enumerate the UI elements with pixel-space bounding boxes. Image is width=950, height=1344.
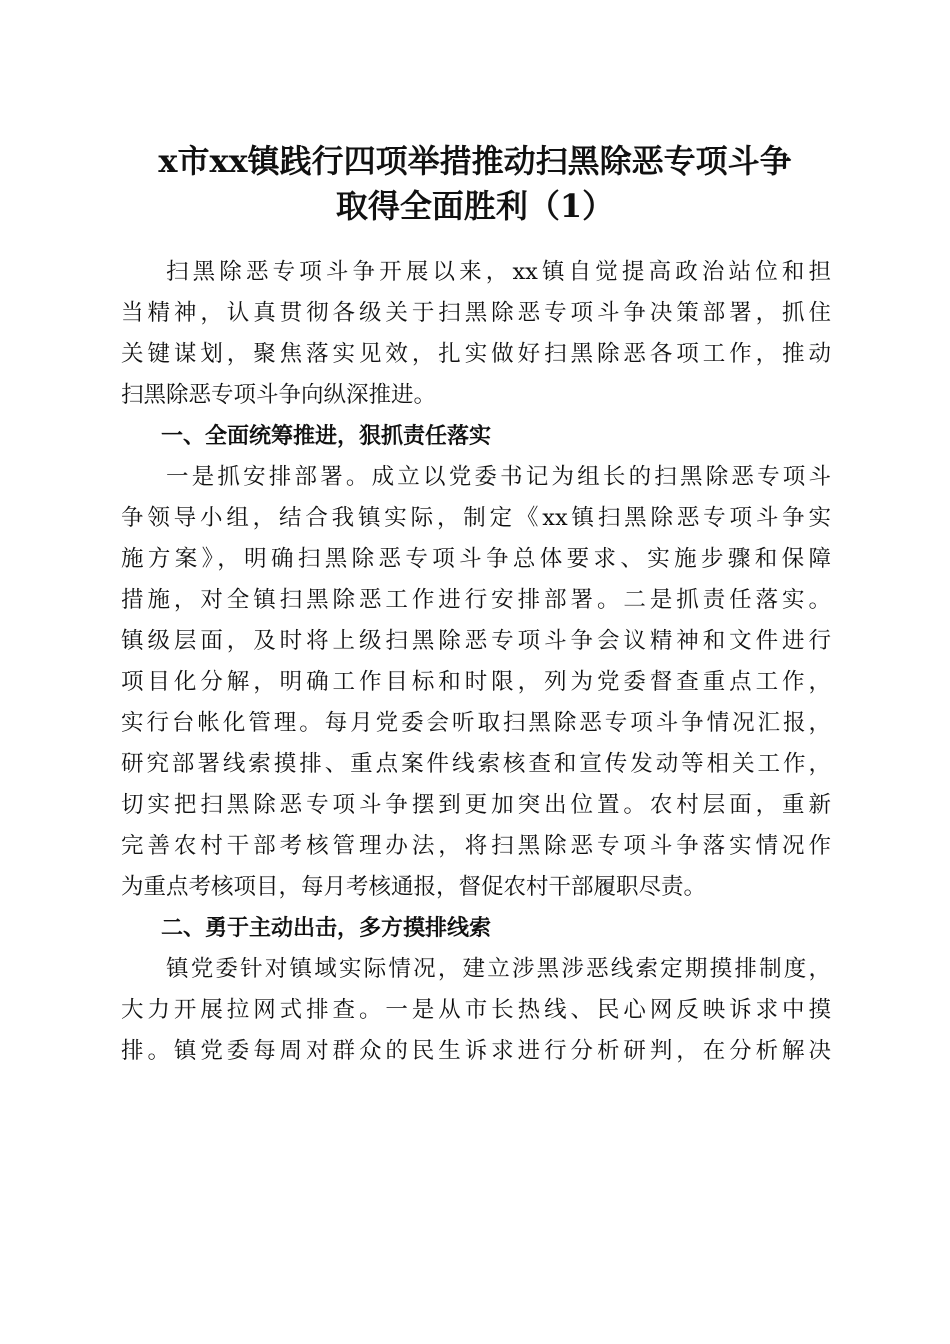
paragraph-line: 扫黑除恶专项斗争开展以来，xx镇自觉提高政治站位和担 xyxy=(166,259,831,285)
paragraph-line: 切实把扫黑除恶专项斗争摆到更加突出位置。农村层面，重新 xyxy=(121,792,831,818)
paragraph-line: 镇级层面，及时将上级扫黑除恶专项斗争会议精神和文件进行 xyxy=(121,628,831,654)
paragraph-line: 扫黑除恶专项斗争向纵深推进。 xyxy=(121,382,437,408)
paragraph-line: 为重点考核项目，每月考核通报，督促农村干部履职尽责。 xyxy=(121,874,707,900)
paragraph-line: 大力开展拉网式排查。一是从市长热线、民心网反映诉求中摸 xyxy=(121,997,831,1023)
paragraph-line: 实行台帐化管理。每月党委会听取扫黑除恶专项斗争情况汇报， xyxy=(121,710,831,736)
document-title-line-1: x市xx镇践行四项举措推动扫黑除恶专项斗争 xyxy=(158,142,792,180)
paragraph-line: 项目化分解，明确工作目标和时限，列为党委督查重点工作， xyxy=(121,669,831,695)
paragraph-line: 施方案》，明确扫黑除恶专项斗争总体要求、实施步骤和保障 xyxy=(121,546,831,572)
paragraph-line: 排。镇党委每周对群众的民生诉求进行分析研判，在分析解决 xyxy=(121,1038,831,1064)
paragraph-line: 完善农村干部考核管理办法，将扫黑除恶专项斗争落实情况作 xyxy=(121,833,831,859)
paragraph-line: 关键谋划，聚焦落实见效，扎实做好扫黑除恶各项工作，推动 xyxy=(121,341,831,367)
paragraph-line: 当精神，认真贯彻各级关于扫黑除恶专项斗争决策部署，抓住 xyxy=(121,300,831,326)
document-title-line-2: 取得全面胜利（1） xyxy=(335,187,615,225)
section-heading-2: 二、勇于主动出击，多方摸排线索 xyxy=(161,916,492,941)
document-body xyxy=(121,252,831,1072)
paragraph-line: 研究部署线索摸排、重点案件线索核查和宣传发动等相关工作， xyxy=(121,751,831,777)
paragraph-line: 争领导小组，结合我镇实际，制定《xx镇扫黑除恶专项斗争实 xyxy=(121,505,831,531)
section-heading-1: 一、全面统筹推进，狠抓责任落实 xyxy=(161,424,492,449)
paragraph-line: 一是抓安排部署。成立以党委书记为组长的扫黑除恶专项斗 xyxy=(166,464,831,490)
paragraph-line: 措施，对全镇扫黑除恶工作进行安排部署。二是抓责任落实。 xyxy=(121,587,831,613)
paragraph-line: 镇党委针对镇域实际情况，建立涉黑涉恶线索定期摸排制度， xyxy=(166,956,831,982)
